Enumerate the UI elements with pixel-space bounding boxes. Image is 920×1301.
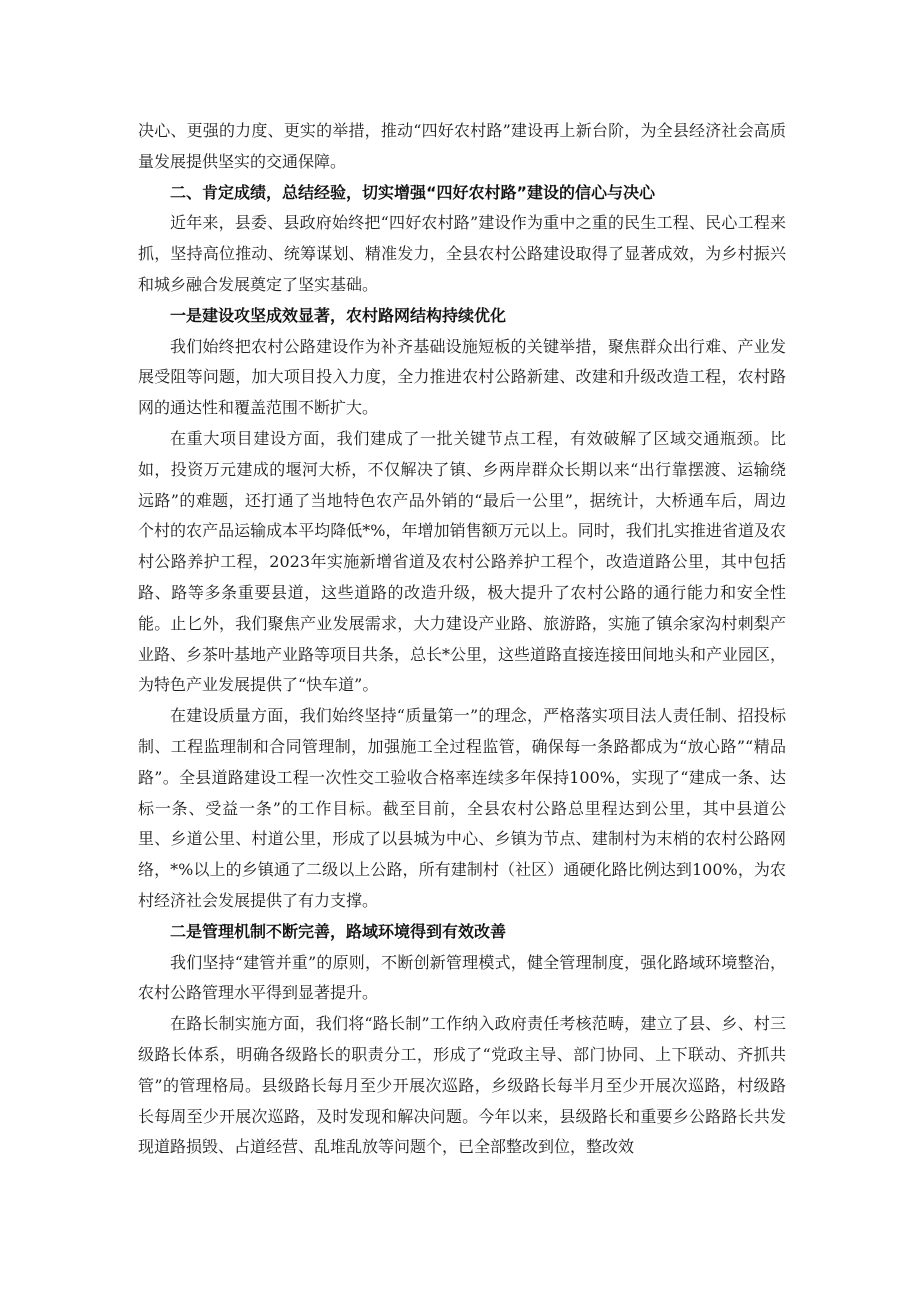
paragraph-continuation: 决心、更强的力度、更实的举措，推动“四好农村路”建设再上新台阶，为全县经济社会高质量发展提供坚实的交通保障。 — [138, 121, 786, 171]
paragraph-construction-overview: 我们始终把农村公路建设作为补齐基础设施短板的关键举措，聚焦群众出行难、产业发展受阻等问题，加大项目投入力度，全力推进农村公路新建、改建和升级改造工程，农村路网的通达性和覆盖范围不断扩大。 — [138, 336, 786, 418]
paragraph-major-projects: 在重大项目建设方面，我们建成了一批关键节点工程，有效破解了区域交通瓶颈。比如，投资万元建成的堰河大桥，不仅解决了镇、乡两岸群众长期以来“出行靠摆渡、运输绕远路”的难题，还打通了当地特色农产品外销的“最后一公里”，据统计，大桥通车后，周边个村的农产品运输成本平均降低*%，年增加销售额万元以上。同时，我们扎实推进省道及农村公路养护工程，2023年实施新增省道及农村公路养护工程个，改造道路公里，其中包括路、路等多条重要县道，这些道路的改造升级，极大提升了农村公路的通行能力和安全性能。止匕外，我们聚焦产业发展需求，大力建设产业路、旅游路，实施了镇余家沟村刺梨产业路、乡茶叶基地产业路等项目共条，总长*公里，这些道路直接连接田间地头和产业园区，为特色产业发展提供了“快车道”。 — [138, 428, 787, 695]
paragraph-intro: 近年来，县委、县政府始终把“四好农村路”建设作为重中之重的民生工程、民心工程来抓，坚持高位推动、统筹谋划、精准发力，全县农村公路建设取得了显著成效，为乡村振兴和城乡融合发展奠定了坚实基础。 — [138, 213, 786, 294]
paragraph-management-overview: 我们坚持“建管并重”的原则，不断创新管理模式，健全管理制度，强化路域环境整治，农村公路管理水平得到显著提升。 — [138, 952, 786, 1003]
subheading-construction: 一是建设攻坚成效显著，农村路网结构持续优化 — [170, 305, 507, 325]
document-page — [138, 116, 786, 1163]
section-heading-two: 二、肯定成绩，总结经验，切实增强“四好农村路”建设的信心与决心 — [170, 182, 656, 202]
subheading-management: 二是管理机制不断完善，路域环境得到有效改善 — [170, 921, 507, 941]
paragraph-road-chief-system: 在路长制实施方面，我们将“路长制”工作纳入政府责任考核范畴，建立了县、乡、村三级路长体系，明确各级路长的职责分工，形成了“党政主导、部门协同、上下联动、齐抓共管”的管理格局。县级路长每月至少开展次巡路，乡级路长每半月至少开展次巡路，村级路长每周至少开展次巡路，及时发现和解决问题。今年以来，县级路长和重要乡公路路长共发现道路损毁、占道经营、乱堆乱放等问题个，已全部整改到位，整改效 — [138, 1014, 786, 1157]
paragraph-construction-quality: 在建设质量方面，我们始终坚持“质量第一”的理念，严格落实项目法人责任制、招投标制、工程监理制和合同管理制，加强施工全过程监管，确保每一条路都成为“放心路”“精品路”。全县道路建设工程一次性交工验收合格率连续多年保持100%，实现了“建成一条、达标一条、受益一条”的工作目标。截至目前，全县农村公路总里程达到公里，其中县道公里、乡道公里、村道公里，形成了以县城为中心、乡镇为节点、建制村为末梢的农村公路网络，*%以上的乡镇通了二级以上公路，所有建制村（社区）通硬化路比例达到100%，为农村经济社会发展提供了有力支撑。 — [138, 706, 786, 910]
